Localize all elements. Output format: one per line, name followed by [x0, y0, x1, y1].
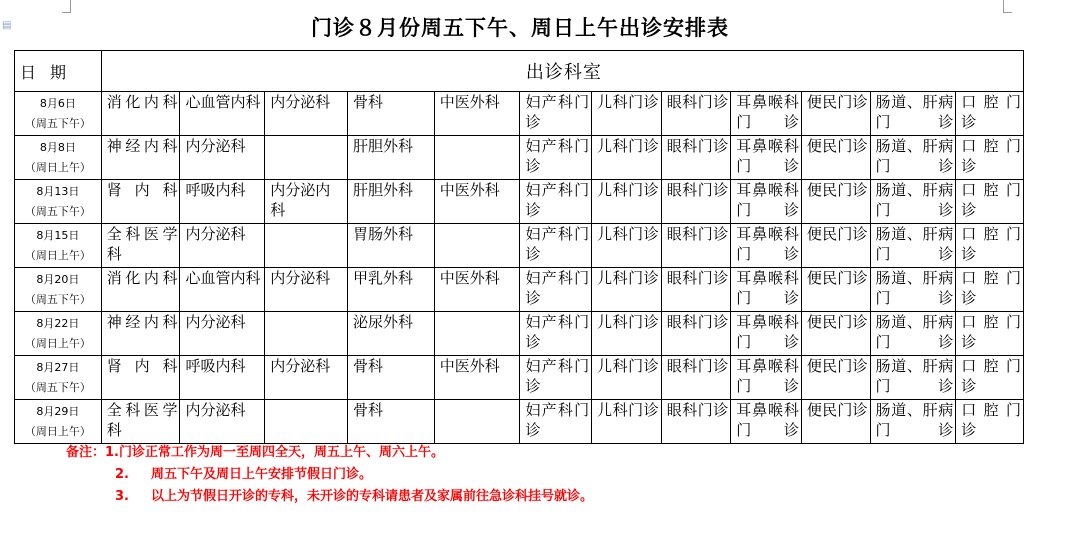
department-cell: 儿科门诊	[592, 400, 662, 444]
department-cell: 耳鼻喉科门诊	[731, 312, 802, 356]
department-cell: 呼吸内科	[180, 180, 265, 224]
department-cell	[434, 224, 520, 268]
header-department: 出诊科室	[101, 51, 1023, 92]
department-cell: 儿科门诊	[592, 136, 662, 180]
department-cell: 便民门诊	[801, 268, 870, 312]
table-header-row	[15, 51, 1024, 92]
date-cell	[15, 180, 102, 224]
department-cell: 便民门诊	[801, 356, 870, 400]
department-cell: 肾内科	[101, 180, 180, 224]
date-cell	[15, 224, 102, 268]
department-cell	[265, 224, 348, 268]
department-cell: 儿科门诊	[592, 180, 662, 224]
department-cell: 肠道、肝病门诊	[870, 268, 956, 312]
header-date: 日期	[15, 51, 102, 92]
table-row	[15, 268, 1024, 312]
department-cell: 耳鼻喉科门诊	[731, 224, 802, 268]
department-cell: 便民门诊	[801, 224, 870, 268]
table-row	[15, 92, 1024, 136]
department-cell: 肠道、肝病门诊	[870, 312, 956, 356]
date-cell	[15, 136, 102, 180]
department-cell: 肠道、肝病门诊	[870, 400, 956, 444]
department-cell: 中医外科	[434, 268, 520, 312]
department-cell: 儿科门诊	[592, 356, 662, 400]
department-cell: 眼科门诊	[661, 356, 731, 400]
date-label: 8月22日	[36, 317, 80, 330]
note-line-2-number: 2.	[115, 467, 129, 482]
department-cell: 内分泌内科	[265, 180, 348, 224]
department-cell: 内分泌科	[265, 356, 348, 400]
department-cell: 口腔门诊	[956, 356, 1024, 400]
department-cell: 骨科	[347, 400, 434, 444]
department-cell: 儿科门诊	[592, 92, 662, 136]
department-cell: 中医外科	[434, 356, 520, 400]
department-cell: 泌尿外科	[347, 312, 434, 356]
department-cell: 内分泌科	[180, 136, 265, 180]
department-cell	[265, 312, 348, 356]
table-row	[15, 224, 1024, 268]
date-cell	[15, 312, 102, 356]
department-cell: 口腔门诊	[956, 400, 1024, 444]
table-row	[15, 312, 1024, 356]
department-cell: 内分泌科	[265, 268, 348, 312]
department-cell: 神经内科	[101, 312, 180, 356]
department-cell	[434, 400, 520, 444]
department-cell: 口腔门诊	[956, 92, 1024, 136]
department-cell: 口腔门诊	[956, 268, 1024, 312]
date-cell	[15, 356, 102, 400]
department-cell: 妇产科门诊	[520, 356, 592, 400]
department-cell: 便民门诊	[801, 312, 870, 356]
department-cell	[265, 400, 348, 444]
department-cell: 眼科门诊	[661, 312, 731, 356]
table-row	[15, 356, 1024, 400]
department-cell: 耳鼻喉科门诊	[731, 356, 802, 400]
date-label: 8月20日	[36, 273, 80, 286]
date-cell	[15, 268, 102, 312]
department-cell: 眼科门诊	[661, 180, 731, 224]
date-label: 8月29日	[36, 405, 80, 418]
crop-mark-top-left	[62, 0, 71, 13]
department-cell: 肝胆外科	[347, 136, 434, 180]
department-cell: 耳鼻喉科门诊	[731, 268, 802, 312]
date-label: 8月15日	[36, 229, 80, 242]
date-label: 8月27日	[36, 361, 80, 374]
department-cell: 肠道、肝病门诊	[870, 356, 956, 400]
table-row	[15, 136, 1024, 180]
date-cell	[15, 92, 102, 136]
note-line-1: 备注：1.门诊正常工作为周一至周四全天，周五上午、周六上午。	[66, 445, 444, 460]
department-cell: 便民门诊	[801, 180, 870, 224]
department-cell: 妇产科门诊	[520, 312, 592, 356]
department-cell: 肠道、肝病门诊	[870, 224, 956, 268]
document-marker-icon: ▤	[2, 20, 12, 31]
department-cell: 便民门诊	[801, 92, 870, 136]
period-label: （周五下午）	[24, 205, 91, 218]
department-cell: 骨科	[347, 92, 434, 136]
department-cell: 肠道、肝病门诊	[870, 136, 956, 180]
department-cell: 内分泌科	[180, 224, 265, 268]
department-cell: 耳鼻喉科门诊	[731, 180, 802, 224]
department-cell: 眼科门诊	[661, 268, 731, 312]
department-cell: 儿科门诊	[592, 224, 662, 268]
department-cell: 耳鼻喉科门诊	[731, 136, 802, 180]
department-cell: 耳鼻喉科门诊	[731, 92, 802, 136]
department-cell	[434, 136, 520, 180]
department-cell: 肠道、肝病门诊	[870, 180, 956, 224]
department-cell: 肠道、肝病门诊	[870, 92, 956, 136]
department-cell: 肾内科	[101, 356, 180, 400]
date-label: 8月6日	[39, 97, 76, 110]
period-label: （周日上午）	[24, 425, 91, 438]
department-cell: 眼科门诊	[661, 136, 731, 180]
department-cell: 肝胆外科	[347, 180, 434, 224]
date-label: 8月13日	[36, 185, 80, 198]
department-cell: 口腔门诊	[956, 136, 1024, 180]
department-cell	[434, 312, 520, 356]
note-line-2-text: 周五下午及周日上午安排节假日门诊。	[151, 467, 373, 482]
department-cell: 口腔门诊	[956, 224, 1024, 268]
period-label: （周五下午）	[24, 381, 91, 394]
department-cell: 眼科门诊	[661, 224, 731, 268]
department-cell: 妇产科门诊	[520, 224, 592, 268]
table-row	[15, 180, 1024, 224]
department-cell: 中医外科	[434, 180, 520, 224]
department-cell: 甲乳外科	[347, 268, 434, 312]
department-cell: 内分泌科	[265, 92, 348, 136]
period-label: （周日上午）	[24, 161, 91, 174]
department-cell: 妇产科门诊	[520, 92, 592, 136]
department-cell: 便民门诊	[801, 136, 870, 180]
department-cell: 内分泌科	[180, 312, 265, 356]
department-cell: 妇产科门诊	[520, 180, 592, 224]
department-cell	[265, 136, 348, 180]
department-cell: 胃肠外科	[347, 224, 434, 268]
department-cell: 儿科门诊	[592, 268, 662, 312]
department-cell: 心血管内科	[180, 268, 265, 312]
date-label: 8月8日	[39, 141, 76, 154]
department-cell: 眼科门诊	[661, 400, 731, 444]
period-label: （周五下午）	[24, 293, 91, 306]
department-cell: 消化内科	[101, 268, 180, 312]
department-cell: 儿科门诊	[592, 312, 662, 356]
schedule-table	[14, 50, 1024, 444]
department-cell: 呼吸内科	[180, 356, 265, 400]
department-cell: 骨科	[347, 356, 434, 400]
period-label: （周日上午）	[24, 249, 91, 262]
department-cell: 口腔门诊	[956, 312, 1024, 356]
document-title: 门诊８月份周五下午、周日上午出诊安排表	[311, 16, 729, 40]
department-cell: 中医外科	[434, 92, 520, 136]
department-cell: 便民门诊	[801, 400, 870, 444]
department-cell: 神经内科	[101, 136, 180, 180]
period-label: （周五下午）	[24, 117, 91, 130]
crop-mark-top-right	[1003, 0, 1012, 13]
department-cell: 消化内科	[101, 92, 180, 136]
note-line-3-number: 3.	[115, 489, 129, 504]
department-cell: 口腔门诊	[956, 180, 1024, 224]
period-label: （周日上午）	[24, 337, 91, 350]
table-row	[15, 400, 1024, 444]
department-cell: 耳鼻喉科门诊	[731, 400, 802, 444]
department-cell: 全科医学科	[101, 400, 180, 444]
note-line-3-text: 以上为节假日开诊的专科，未开诊的专科请患者及家属前往急诊科挂号就诊。	[151, 489, 594, 504]
date-cell	[15, 400, 102, 444]
department-cell: 妇产科门诊	[520, 136, 592, 180]
department-cell: 妇产科门诊	[520, 400, 592, 444]
department-cell: 全科医学科	[101, 224, 180, 268]
department-cell: 内分泌科	[180, 400, 265, 444]
department-cell: 心血管内科	[180, 92, 265, 136]
department-cell: 眼科门诊	[661, 92, 731, 136]
department-cell: 妇产科门诊	[520, 268, 592, 312]
